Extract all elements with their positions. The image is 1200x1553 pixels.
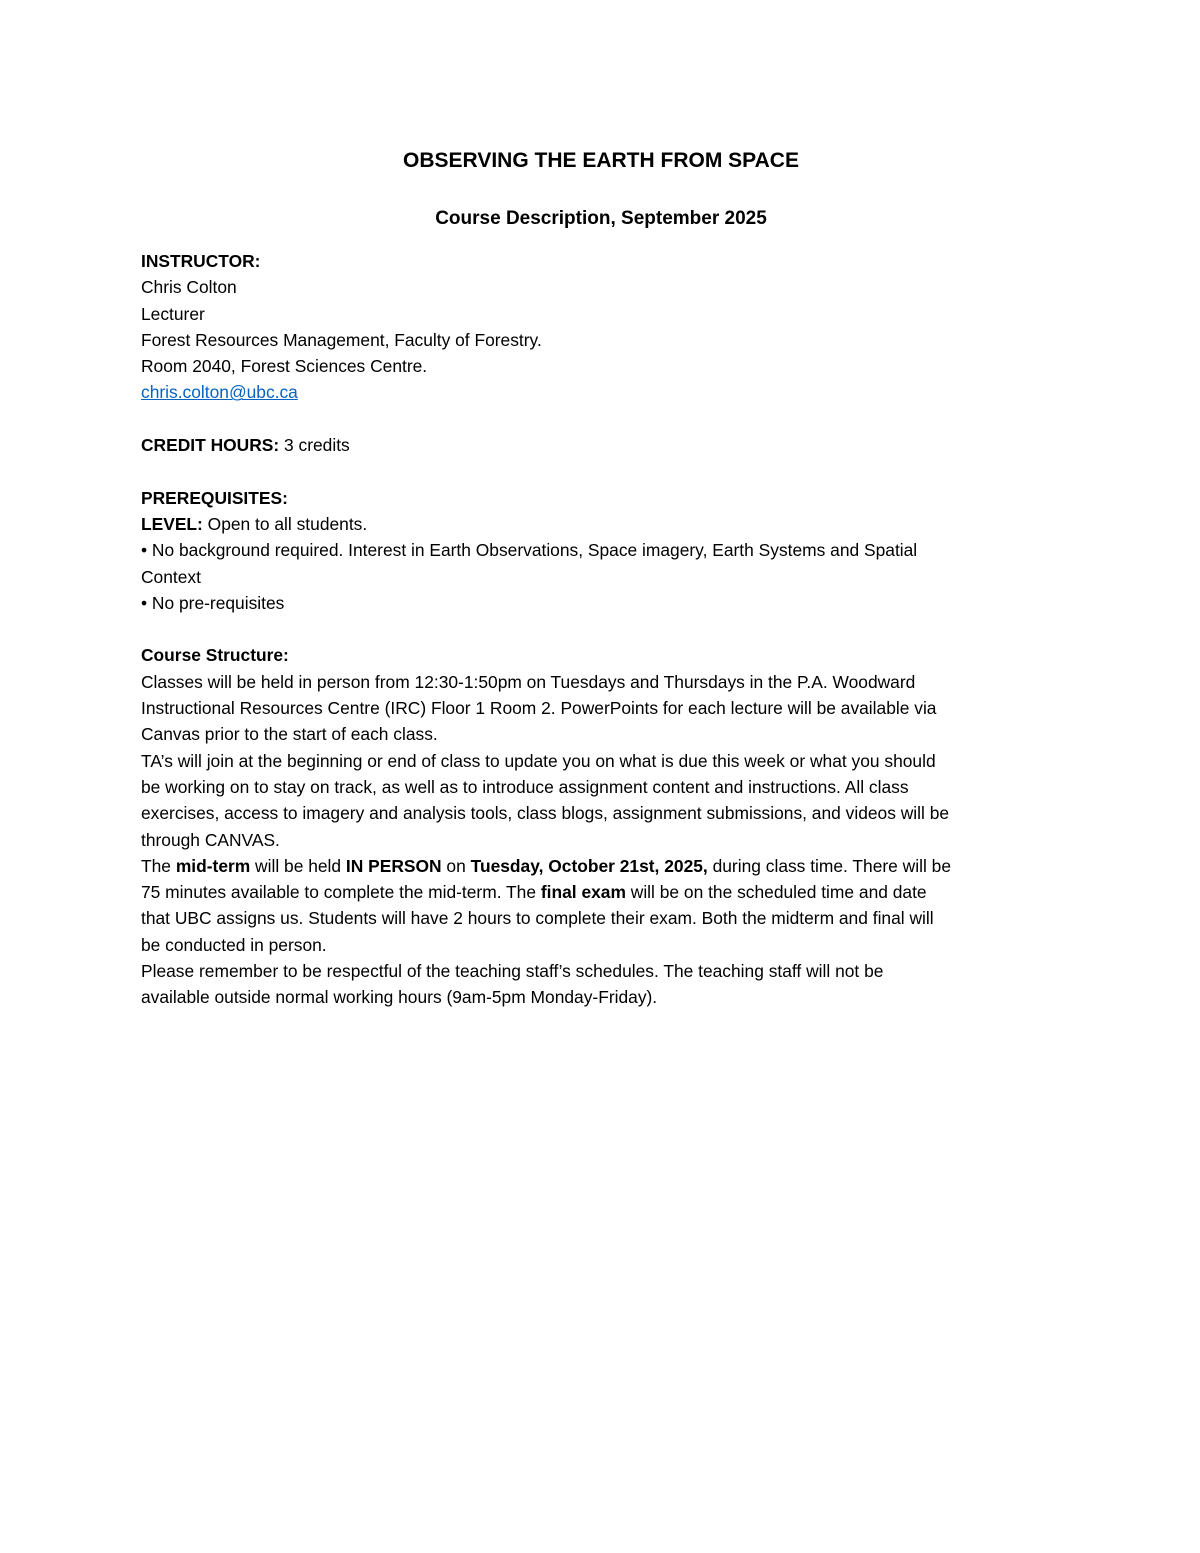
structure-p2-line-4: through CANVAS.: [141, 829, 280, 850]
prerequisites-heading: PREREQUISITES:: [141, 487, 288, 508]
structure-p1-line-2: Instructional Resources Centre (IRC) Floor 1 Room 2. PowerPoints for each lecture will be available via: [141, 698, 937, 719]
text-run: 75 minutes available to complete the mid-term. The: [141, 882, 541, 903]
instructor-office: Room 2040, Forest Sciences Centre.: [141, 356, 428, 377]
structure-p2-line-3: exercises, access to imagery and analysis tools, class blogs, assignment submissions, and videos will be: [141, 803, 950, 824]
structure-p3-line-3: that UBC assigns us. Students will have 2 hours to complete their exam. Both the midterm and final will: [141, 908, 934, 929]
midterm-date-bold: Tuesday, October 21st, 2025,: [470, 855, 708, 876]
in-person-bold: IN PERSON: [345, 855, 442, 876]
instructor-name: Chris Colton: [141, 277, 237, 298]
prereq-bullet-1-line-2: Context: [141, 566, 201, 587]
level-value: Open to all students.: [202, 513, 368, 534]
prereq-bullet-2: • No pre-requisites: [141, 592, 285, 613]
instructor-department: Forest Resources Management, Faculty of Forestry.: [141, 329, 542, 350]
level-label: LEVEL:: [141, 513, 203, 534]
final-exam-bold: final exam: [540, 882, 626, 903]
credit-hours-value: 3 credits: [279, 435, 350, 456]
course-structure-section: [141, 642, 1061, 1010]
structure-p2-line-2: be working on to stay on track, as well as to introduce assignment content and instructions. All class: [141, 776, 909, 797]
structure-p4-line-2: available outside normal working hours (9am-5pm Monday-Friday).: [141, 987, 658, 1008]
level-line: [141, 511, 1061, 537]
course-structure-heading: Course Structure:: [141, 645, 289, 666]
text-run: will be held: [250, 855, 346, 876]
structure-p3-line-4: be conducted in person.: [141, 934, 327, 955]
instructor-heading: INSTRUCTOR:: [141, 251, 261, 271]
prerequisites-section: [141, 485, 1061, 616]
text-run: The: [141, 855, 176, 876]
prereq-bullet-1-line-1: • No background required. Interest in Earth Observations, Space imagery, Earth Systems and Spatial: [141, 540, 918, 561]
instructor-section: [141, 248, 1061, 406]
text-run: will be on the scheduled time and date: [625, 882, 927, 903]
credit-hours-label: CREDIT HOURS:: [141, 435, 280, 456]
structure-p1-line-3: Canvas prior to the start of each class.: [141, 724, 438, 745]
text-run: on: [441, 855, 471, 876]
document-page: [141, 146, 1061, 1011]
structure-p3-line-2: [141, 879, 1061, 905]
document-title: OBSERVING THE EARTH FROM SPACE: [403, 149, 799, 172]
structure-p2-line-1: TA’s will join at the beginning or end of class to update you on what is due this week or what you should: [141, 750, 936, 771]
credit-hours: [141, 432, 1061, 458]
document-subtitle: Course Description, September 2025: [435, 208, 767, 229]
structure-p3-line-1: [141, 853, 1061, 879]
midterm-bold: mid-term: [175, 855, 251, 876]
structure-p4-line-1: Please remember to be respectful of the teaching staff’s schedules. The teaching staff will not be: [141, 961, 884, 982]
instructor-position: Lecturer: [141, 303, 205, 324]
structure-p1-line-1: Classes will be held in person from 12:30-1:50pm on Tuesdays and Thursdays in the P.A. Woodward: [141, 671, 916, 692]
instructor-email-link[interactable]: chris.colton@ubc.ca: [141, 382, 298, 403]
text-run: during class time. There will be: [707, 855, 951, 876]
